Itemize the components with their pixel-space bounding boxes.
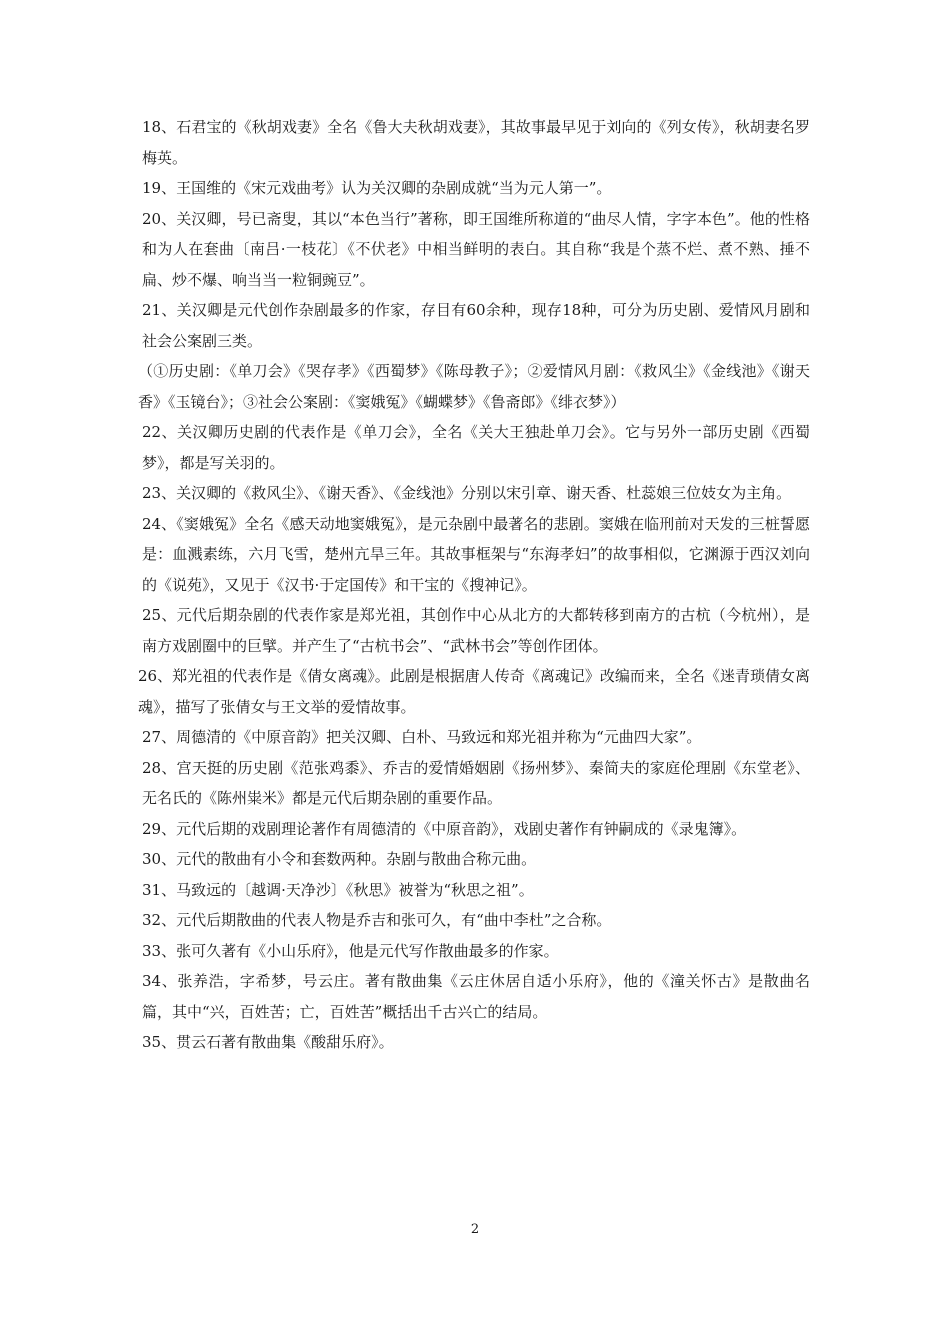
paragraph-22: 22、关汉卿历史剧的代表作是《单刀会》，全名《关大王独赴单刀会》。它与另外一部历史剧《西蜀梦》，都是写关羽的。 (142, 423, 810, 472)
paragraph-25: 25、元代后期杂剧的代表作家是郑光祖，其创作中心从北方的大都转移到南方的古杭（今杭州），是南方戏剧圈中的巨擘。并产生了“古杭书会”、“武林书会”等创作团体。 (142, 606, 810, 655)
paragraph-19: 19、王国维的《宋元戏曲考》认为关汉卿的杂剧成就“当为元人第一”。 (142, 179, 612, 197)
paragraph-21: 21、关汉卿是元代创作杂剧最多的作家，存目有60余种，现存18种，可分为历史剧、爱情风月剧和社会公案剧三类。 (142, 301, 810, 350)
paragraph-29: 29、元代后期的戏剧理论著作有周德清的《中原音韵》，戏剧史著作有钟嗣成的《录鬼簿》。 (142, 819, 747, 838)
paragraph-32: 32、元代后期散曲的代表人物是乔吉和张可久，有“曲中李杜”之合称。 (142, 911, 612, 929)
paragraph-31: 31、马致远的〔越调·天净沙〕《秋思》被誉为“秋思之祖”。 (142, 880, 534, 899)
paragraph-30: 30、元代的散曲有小令和套数两种。杂剧与散曲合称元曲。 (142, 850, 537, 868)
paragraph-24: 24、《窦娥冤》全名《感天动地窦娥冤》，是元杂剧中最著名的悲剧。窦娥在临刑前对天发的三桩誓愿是：血溅素练，六月飞雪，楚州亢旱三年。其故事框架与“东海孝妇”的故事相似，它渊源于西汉刘向的《说苑》，又见于《汉书·于定国传》和干宝的《搜神记》。 (142, 514, 810, 594)
paragraph-26: 26、郑光祖的代表作是《倩女离魂》。此剧是根据唐人传奇《离魂记》改编而来，全名《迷青琐倩女离魂》，描写了张倩女与王文举的爱情故事。 (138, 667, 810, 716)
document-body (138, 112, 810, 1058)
paragraph-35: 35、贯云石著有散曲集《酸甜乐府》。 (142, 1033, 394, 1051)
paragraph-23: 23、关汉卿的《救风尘》、《谢天香》、《金线池》分别以宋引章、谢天香、杜蕊娘三位妓女为主角。 (142, 484, 792, 502)
paragraph-21-note: （①历史剧：《单刀会》《哭存孝》《西蜀梦》《陈母教子》；②爱情风月剧：《救风尘》《金线池》《谢天香》《玉镜台》；③社会公案剧：《窦娥冤》《蝴蝶梦》《鲁斋郎》《绯衣梦》） (138, 362, 810, 411)
paragraph-18: 18、石君宝的《秋胡戏妻》全名《鲁大夫秋胡戏妻》，其故事最早见于刘向的《列女传》，秋胡妻名罗梅英。 (142, 118, 810, 167)
paragraph-20: 20、关汉卿，号已斋叟，其以“本色当行”著称，即王国维所称道的“曲尽人情，字字本色”。他的性格和为人在套曲〔南吕·一枝花〕《不伏老》中相当鲜明的表白。其自称“我是个蒸不烂、煮不熟、捶不扁、炒不爆、响当当一粒铜豌豆”。 (142, 209, 810, 289)
paragraph-33: 33、张可久著有《小山乐府》，他是元代写作散曲最多的作家。 (142, 941, 559, 960)
paragraph-34: 34、张养浩，字希梦，号云庄。著有散曲集《云庄休居自适小乐府》，他的《潼关怀古》是散曲名篇，其中“兴，百姓苦；亡，百姓苦”概括出千古兴亡的结局。 (142, 972, 810, 1021)
paragraph-28: 28、宫天挺的历史剧《范张鸡黍》、乔吉的爱情婚姻剧《扬州梦》、秦简夫的家庭伦理剧《东堂老》、无名氏的《陈州粜米》都是元代后期杂剧的重要作品。 (142, 758, 810, 807)
page-number: 2 (470, 1222, 480, 1237)
paragraph-27: 27、周德清的《中原音韵》把关汉卿、白朴、马致远和郑光祖并称为“元曲四大家”。 (142, 728, 702, 746)
